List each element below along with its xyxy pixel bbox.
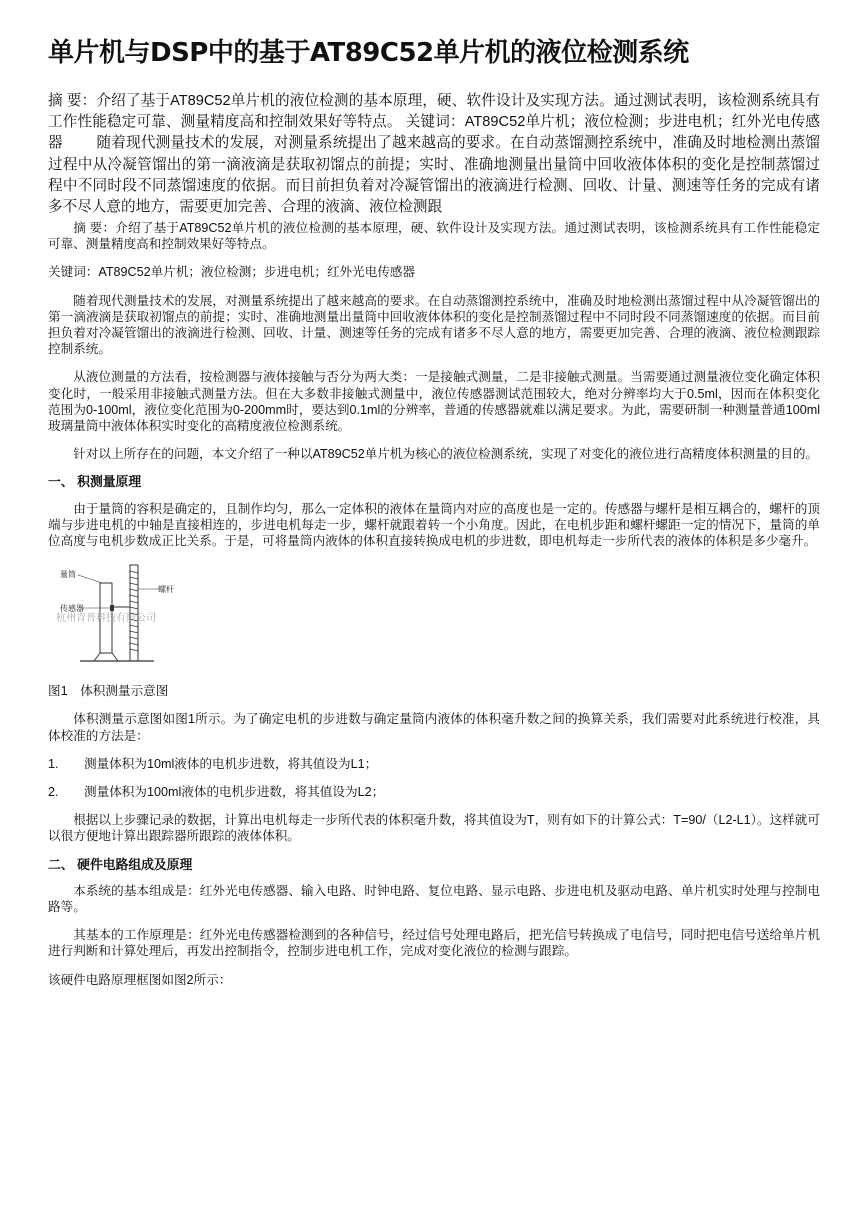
figure-1-caption: 图1 体积测量示意图 <box>48 684 169 699</box>
cylinder-foot <box>94 653 118 661</box>
label-sensor: 传感器 <box>60 604 84 614</box>
page-title: 单片机与DSP中的基于AT89C52单片机的液位检测系统 <box>48 38 689 68</box>
article-body <box>48 220 820 1000</box>
list-item <box>48 756 820 772</box>
section-2-paragraph-1: 本系统的基本组成是：红外光电传感器、输入电路、时钟电路、复位电路、显示电路、步进电机及驱动电路、单片机实时处理与控制电路等。 <box>48 883 820 915</box>
intro-paragraph-3: 针对以上所存在的问题，本文介绍了一种以AT89C52单片机为核心的液位检测系统，实现了对变化的液位进行高精度体积测量的目的。 <box>73 447 819 462</box>
list-item-text: 测量体积为100ml液体的电机步进数，将其值设为L2； <box>84 785 385 800</box>
list-item-text: 测量体积为10ml液体的电机步进数，将其值设为L1； <box>84 756 378 771</box>
section-2-paragraph-3: 该硬件电路原理框图如图2所示： <box>48 972 232 987</box>
figure-1-diagram <box>50 561 190 669</box>
list-item-number: 1. <box>48 756 59 771</box>
intro-paragraph-1: 随着现代测量技术的发展，对测量系统提出了越来越高的要求。在自动蒸馏测控系统中，准确及时地检测出蒸馏过程中从冷凝管馏出的第一滴液滴是获取初馏点的前提；实时、准确地测量出量筒中回收液体体积的变化是控制蒸馏过程中不同时段不同蒸馏速度的依据。而目前担负着对冷凝管馏出的液滴进行检测、回收、计量、测速等任务的完成有诸多不尽人意的地方，需要更加完善、合理的液滴、液位检测跟踪控制系统。 <box>48 293 820 357</box>
section-1-paragraph-1: 由于量筒的容积是确定的，且制作均匀，那么一定体积的液体在量筒内对应的高度也是一定的。传感器与螺杆是相互耦合的，螺杆的顶端与步进电机的中轴是直接相连的，步进电机每走一步，螺杆就跟着转一个小角度。因此，在电机步距和螺杆螺距一定的情况下，量筒的单位高度与电机步数成正比关系。于是，可将量筒内液体的体积直接转换成电机的步进数，即电机每走一步所代表的液体的体积是多少毫升。 <box>48 501 820 549</box>
list-item-number: 2. <box>48 785 59 800</box>
keywords-line: 关键词：AT89C52单片机；液位检测；步进电机；红外光电传感器 <box>48 265 416 280</box>
label-screw: 螺杆 <box>158 585 174 595</box>
list-item <box>48 784 820 800</box>
section-2-heading: 二、 硬件电路组成及原理 <box>48 856 193 872</box>
section-2-paragraph-2: 其基本的工作原理是：红外光电传感器检测到的各种信号，经过信号处理电路后，把光信号转换成了电信号，同时把电信号送给单片机进行判断和计算处理后，再发出控制指令，控制步进电机工作，完成对变化液位的检测与跟踪。 <box>48 928 820 959</box>
section-1-paragraph-2: 体积测量示意图如图1所示。为了确定电机的步进数与确定量筒内液体的体积毫升数之间的换算关系，我们需要对此系统进行校准，具体校准的方法是： <box>48 712 820 743</box>
summary-block: 摘 要：介绍了基于AT89C52单片机的液位检测的基本原理，硬、软件设计及实现方法。通过测试表明，该检测系统具有工作性能稳定可靠、测量精度高和控制效果好等特点。 关键词：AT89C52单片机；液位检测；步进电机；红外光电传感器 随着现代测量技术的发展，对测量系统提出了越来越高的要求。在自动蒸馏测控系统中，准确及时地检测出蒸馏过程中从冷凝管馏出的第一滴液滴是获取初馏点的前提；实时、准确地测量出量筒中回收液体体积的变化是控制蒸馏过程中不同时段不同蒸馏速度的依据。而目前担负着对冷凝管馏出的液滴进行检测、回收、计量、测速等任务的完成有诸多不尽人意的地方，需要更加完善、合理的液滴、液位检测跟 <box>48 93 820 216</box>
label-cylinder: 量筒 <box>60 570 76 580</box>
abstract-paragraph: 摘 要：介绍了基于AT89C52单片机的液位检测的基本原理，硬、软件设计及实现方法。通过测试表明，该检测系统具有工作性能稳定可靠、测量精度高和控制效果好等特点。 <box>48 221 820 252</box>
cylinder-leader <box>78 575 102 583</box>
section-1-paragraph-3: 根据以上步骤记录的数据，计算出电机每走一步所代表的体积毫升数，将其值设为T，则有如下的计算公式：T=90/（L2-L1）。这样就可以很方便地计算出跟踪器所跟踪的液体体积。 <box>48 813 820 844</box>
watermark-text: 杭州青普科技有限公司 <box>56 613 156 625</box>
intro-paragraph-2: 从液位测量的方法看，按检测器与液体接触与否分为两大类：一是接触式测量，二是非接触式测量。当需要通过测量液位变化确定体积变化时，一般采用非接触式测量方法。但在大多数非接触式测量中，液位传感器测试范围较大，绝对分辨率均大于0.5ml，因而在体积变化范围为0-100ml，液位变化范围为0-200mm时，要达到0.1ml的分辨率，普通的传感器就难以满足要求。为此，需要研制一种测量普通100ml玻璃量筒中液体体积实时变化的高精度液位检测系统。 <box>48 370 820 434</box>
section-1-heading: 一、 积测量原理 <box>48 474 142 490</box>
